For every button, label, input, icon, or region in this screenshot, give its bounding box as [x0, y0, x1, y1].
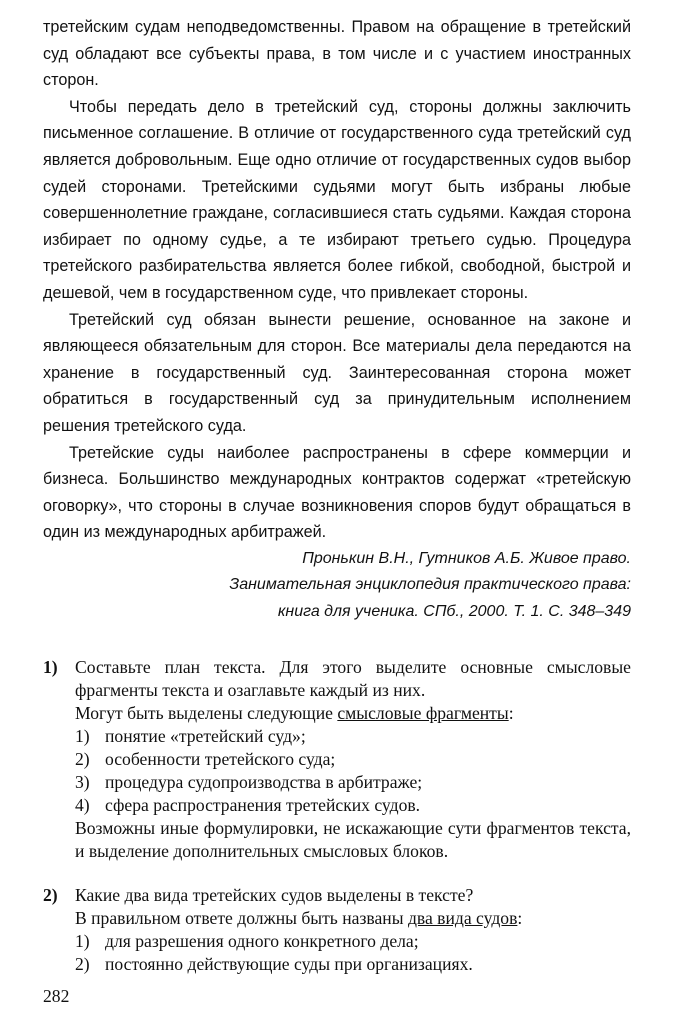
- underlined-term: два вида судов: [407, 908, 518, 929]
- question-number: 2): [43, 885, 58, 906]
- list-item: 1) для разрешения одного конкретного дела;: [75, 931, 419, 952]
- article-text: [43, 14, 631, 546]
- citation-line: Занимательная энциклопедия практического права:: [229, 576, 631, 594]
- list-item: 1) понятие «третейский суд»;: [75, 726, 306, 747]
- answer-note: Возможны иные формулировки, не искажающие сути фрагментов текста, и выделение дополнительных смысловых блоков.: [75, 818, 631, 862]
- paragraph: Третейские суды наиболее распространены в сфере коммерции и бизнеса. Большинство международных контрактов содержат «третейскую оговорку», что стороны в случае возникновения споров будут обращаться в один из международных арбитражей.: [43, 443, 631, 542]
- paragraph: Третейский суд обязан вынести решение, основанное на законе и являющееся обязательным для сторон. Все материалы дела передаются на хранение в государственный суд. Заинтересованная сторона может обратиться в государственный суд за принудительным исполнением решения третейского суда.: [43, 310, 631, 435]
- citation-line: Пронькин В.Н., Гутников А.Б. Живое право.: [302, 549, 631, 567]
- question-body: [75, 884, 631, 976]
- answer-lead: Могут быть выделены следующие смысловые фрагменты:: [75, 703, 514, 724]
- citation-line: книга для ученика. СПб., 2000. Т. 1. С. 348–349: [277, 602, 631, 620]
- answer-lead: В правильном ответе должны быть названы два вида судов:: [75, 908, 523, 929]
- answer-list: [75, 930, 631, 976]
- question-2: [43, 884, 631, 976]
- question-prompt: Какие два вида третейских судов выделены в тексте?: [75, 885, 474, 906]
- question-1: [43, 656, 631, 863]
- list-item: 2) особенности третейского суда;: [75, 749, 336, 770]
- underlined-term: смысловые фрагменты: [337, 703, 509, 724]
- page-number: 282: [43, 986, 70, 1006]
- list-item: 3) процедура судопроизводства в арбитраже;: [75, 772, 423, 793]
- paragraph: третейским судам неподведомственны. Правом на обращение в третейский суд обладают все субъекты права, в том числе и с участием иностранных сторон.: [43, 18, 631, 90]
- question-number: 1): [43, 657, 58, 678]
- question-prompt: Составьте план текста. Для этого выделите основные смысловые фрагменты текста и озаглавьте каждый из них.: [75, 657, 631, 701]
- paragraph: Чтобы передать дело в третейский суд, стороны должны заключить письменное соглашение. В отличие от государственного суда третейский суд является добровольным. Еще одно отличие от государственных судов выбор судей сторонами. Третейскими судьями могут быть избраны любые совершеннолетние граждане, согласившиеся стать судьями. Каждая сторона избирает по одному судье, а те избирают третьего судью. Процедура третейского разбирательства является более гибкой, свободной, быстрой и дешевой, чем в государственном суде, что привлекает стороны.: [43, 97, 631, 302]
- list-item: 2) постоянно действующие суды при организациях.: [75, 954, 473, 975]
- answer-list: [75, 725, 631, 817]
- questions-block: [43, 656, 631, 976]
- source-citation: [43, 546, 631, 626]
- question-body: [75, 656, 631, 863]
- list-item: 4) сфера распространения третейских судов.: [75, 795, 421, 816]
- page: [43, 14, 631, 976]
